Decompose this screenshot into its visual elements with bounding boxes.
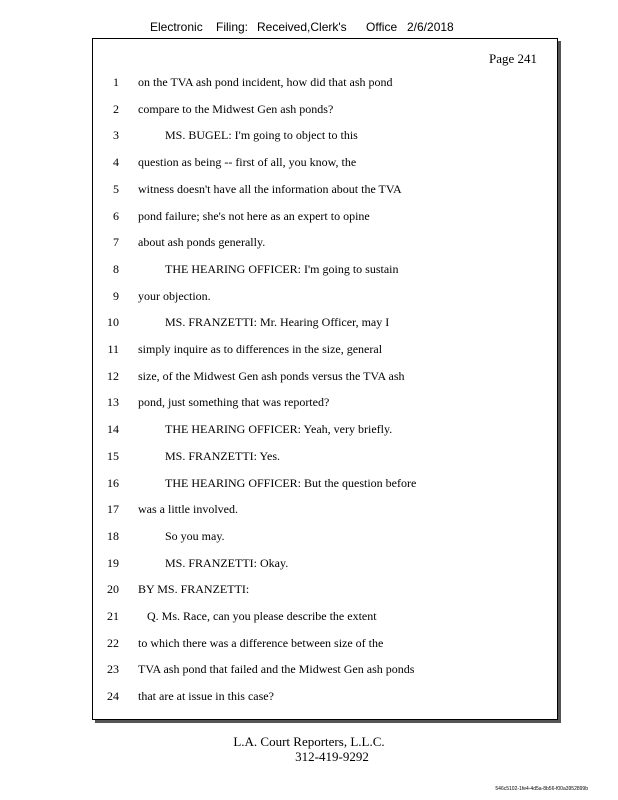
line-number: 17 [107,502,119,517]
line-number: 4 [113,155,119,170]
line-number: 1 [113,75,119,89]
transcript-line [93,582,557,600]
transcript-line [93,315,557,333]
transcript-line [93,262,557,280]
line-text: on the TVA ash pond incident, how did that ash pond [138,75,393,89]
filing-stamp [0,20,618,38]
line-text: was a little involved. [138,502,238,517]
transcript-line [93,155,557,173]
page-number: Page 241 [488,51,537,66]
transcript-line [93,182,557,200]
line-number: 22 [107,635,119,650]
line-number: 21 [107,609,119,623]
line-text: question as being -- first of all, you know, the [138,155,357,170]
transcript-line [93,609,557,627]
line-text: that are at issue in this case? [138,689,274,704]
line-number: 5 [113,181,119,196]
line-text: pond, just something that was reported? [138,395,330,410]
reporter-name: L.A. Court Reporters, L.L.C. [233,734,385,749]
line-text: MS. FRANZETTI: Yes. [165,448,281,463]
line-text: MS. FRANZETTI: Mr. Hearing Officer, may I [165,315,390,330]
line-number: 9 [113,288,119,303]
transcript-line [93,235,557,253]
line-text: compare to the Midwest Gen ash ponds? [138,101,334,116]
document-hash: 546c5102-1fe4-4d5a-8b56-f00a3952899b [495,786,588,792]
line-number: 18 [107,528,119,543]
line-text: THE HEARING OFFICER: I'm going to sustain [165,261,399,276]
line-number: 23 [107,662,119,677]
transcript-line [93,369,557,387]
transcript-line [93,102,557,120]
line-text: your objection. [138,288,211,303]
transcript-line [93,289,557,307]
transcript-line [93,556,557,574]
line-text: THE HEARING OFFICER: Yeah, very briefly. [165,422,393,437]
transcript-line [93,689,557,707]
line-number: 19 [107,555,119,570]
line-number: 15 [107,448,119,463]
line-text: Q. Ms. Race, can you please describe the extent [147,609,377,623]
stamp-part: Office [366,20,398,34]
line-number: 20 [107,582,119,597]
line-text: TVA ash pond that failed and the Midwest Gen ash ponds [138,662,415,677]
line-number: 24 [107,689,119,704]
stamp-part: 2/6/2018 [407,20,454,34]
line-number: 12 [107,368,119,383]
reporter-phone: 312-419-9292 [295,749,369,764]
transcript-line [93,75,557,93]
transcript-line [93,502,557,520]
line-text: size, of the Midwest Gen ash ponds versus the TVA ash [138,368,405,383]
stamp-part: Filing: [216,20,249,34]
line-text: MS. FRANZETTI: Okay. [165,555,289,570]
stamp-part: Electronic [150,20,203,34]
transcript-line [93,529,557,547]
line-number: 8 [113,261,119,276]
line-number: 3 [113,128,119,143]
line-number: 11 [107,342,119,356]
transcript-line [93,449,557,467]
transcript-page [92,38,558,720]
transcript-line [93,662,557,680]
line-text: to which there was a difference between size of the [138,635,384,650]
line-text: simply inquire as to differences in the size, general [138,342,383,356]
transcript-line [93,422,557,440]
line-text: MS. BUGEL: I'm going to object to this [165,128,358,143]
line-number: 2 [113,101,119,116]
transcript-line [93,636,557,654]
line-number: 7 [113,235,119,250]
line-text: BY MS. FRANZETTI: [138,582,250,597]
transcript-line [93,395,557,413]
transcript-line [93,128,557,146]
line-text: THE HEARING OFFICER: But the question before [165,475,417,490]
line-number: 14 [107,422,119,437]
line-text: So you may. [165,528,225,543]
transcript-line [93,209,557,227]
transcript-line [93,342,557,360]
transcript-line [93,476,557,494]
line-text: about ash ponds generally. [138,235,266,250]
line-number: 13 [107,395,119,410]
stamp-part: Received,Clerk's [257,20,347,34]
line-text: pond failure; she's not here as an expert to opine [138,208,370,223]
line-number: 10 [107,315,119,330]
line-number: 6 [113,208,119,223]
line-number: 16 [107,475,119,490]
line-text: witness doesn't have all the information about the TVA [138,181,402,196]
